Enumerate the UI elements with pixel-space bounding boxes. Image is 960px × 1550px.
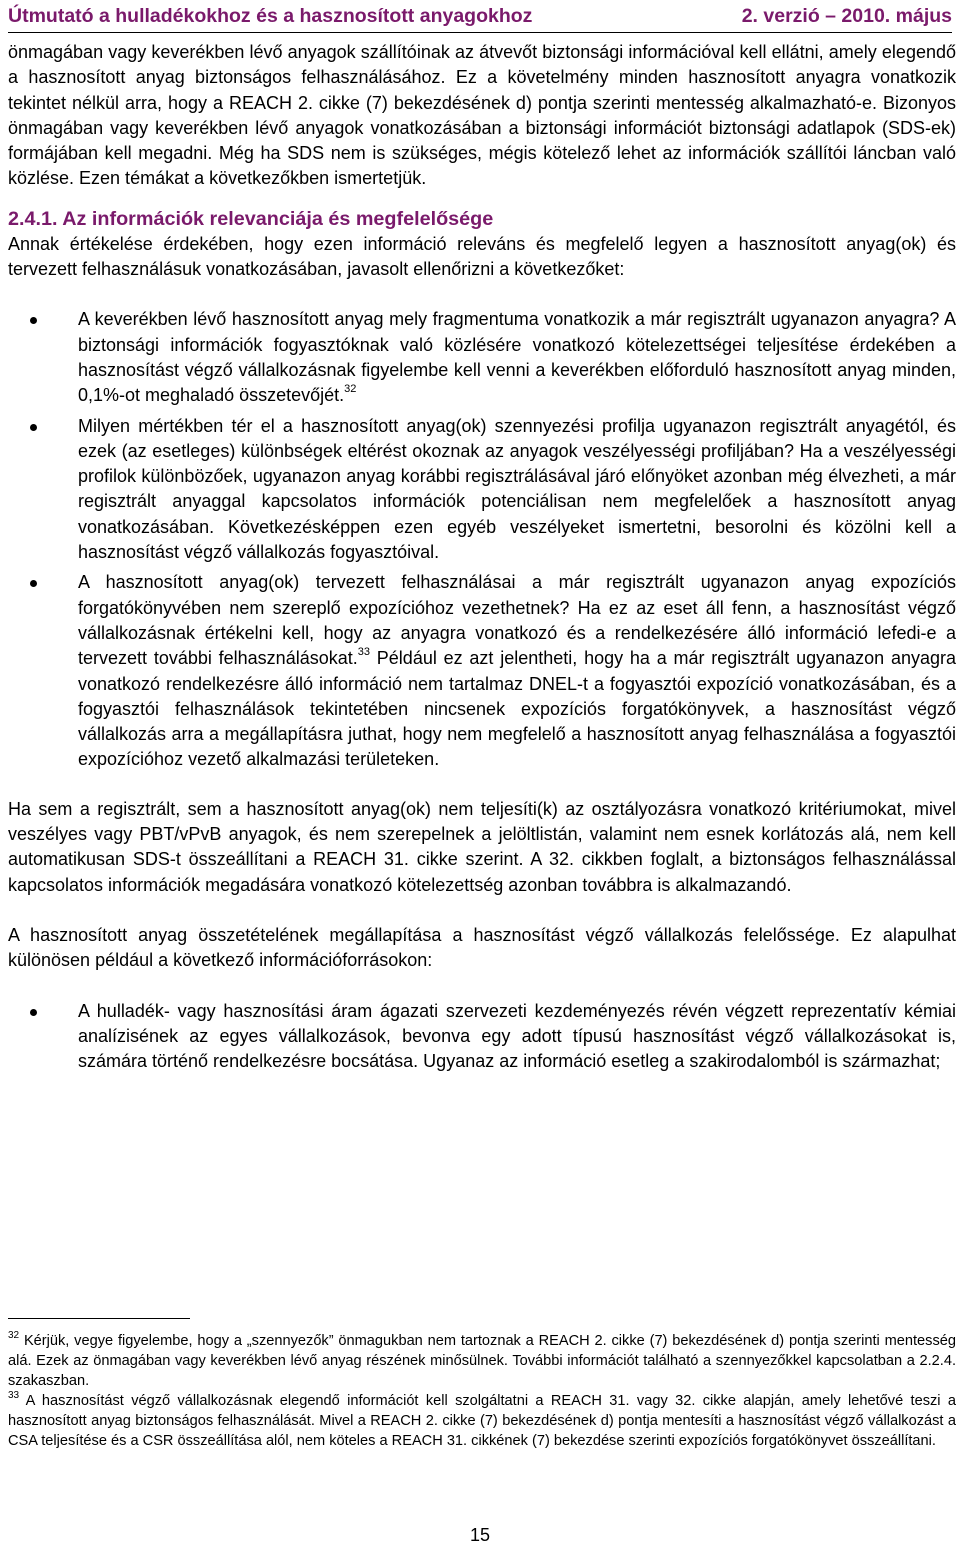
document-version: 2. verzió – 2010. május [741, 4, 952, 27]
footnote-number: 32 [8, 1330, 20, 1341]
list-item-text: A hulladék- vagy hasznosítási áram ágazati szervezeti kezdeményezés révén végzett reprezentatív kémiai analízisének az egyes vállalkozások, bevonva egy adott típusú hasznosítást végző vállalkozásokat is, számára történő rendelkezésre bocsátása. Ugyanaz az információ esetleg a szakirodalomból is származhat; [78, 1000, 956, 1072]
main-content [8, 40, 956, 1098]
bullet-icon [30, 424, 37, 431]
footnote-ref-33[interactable]: 33 [357, 646, 370, 659]
list-item-text: A hasznosított anyag(ok) tervezett felhasználásai a már regisztrált ugyanazon anyag expozíciós forgatókönyvében nem szereplő expozícióhoz vezethetnek? Ha ez az eset áll fenn, a hasznosítást végző vállalkozásnak értékelni kell, hogy az anyagra vonatkozó és a rendelkezésére álló információ lefedi-e a tervezett további felhasználásokat. [78, 572, 956, 669]
footnote-number: 33 [8, 1390, 20, 1401]
list-item-text: A keverékben lévő hasznosított anyag mely fragmentuma vonatkozik a már regisztrált ugyanazon anyagra? A biztonsági információk fogyasztóknak való közlésére vonatkozó kötelezettségei teljesítése érdekében a hasznosítást végző vállalkozásnak figyelembe kell venni a keverékben előforduló hasznosított anyag minden, 0,1%-ot meghaladó összetevőjét. [78, 309, 956, 406]
list-item [8, 999, 956, 1075]
body-paragraph-2: Ha sem a regisztrált, sem a hasznosított anyag(ok) nem teljesíti(k) az osztályozásra vonatkozó kritériumokat, mivel veszélyes vagy PBT/vPvB anyagok, és nem szerepelnek a jelöltlistán, valamint nem esnek korlátozás alá, nem kell automatikusan SDS-t összeállítani a REACH 31. cikke szerint. A 32. cikkben foglalt, a biztonságos felhasználással kapcsolatos információk megadására vonatkozó kötelezettség azonban továbbra is alkalmazandó. [8, 798, 956, 895]
bullet-icon [30, 1009, 37, 1016]
bullet-list-2 [8, 999, 956, 1075]
body-paragraph-3: A hasznosított anyag összetételének megállapítása a hasznosítást végző vállalkozás felelőssége. Ez alapulhat különösen például a következő információforrásokon: [8, 924, 956, 971]
bullet-list-1 [8, 307, 956, 772]
footnote-32 [8, 1331, 956, 1391]
page-number: 15 [469, 1525, 491, 1545]
bullet-icon [30, 317, 37, 324]
list-item [8, 570, 956, 772]
footnote-ref-32[interactable]: 32 [344, 383, 357, 396]
footnote-text: Kérjük, vegye figyelembe, hogy a „szennyezők” önmagukban nem tartoznak a REACH 2. cikke (7) bekezdésének d) pontja szerinti mentesség alá. Ezek az önmagában vagy keverékben lévő anyag részének minősülnek. További információt található a szennyezőkkel kapcsolatban a 2.2.4. szakaszban. [8, 1333, 956, 1389]
page-header [8, 0, 952, 33]
body-paragraph-1: Annak értékelése érdekében, hogy ezen információ releváns és megfelelő legyen a hasznosított anyag(ok) és tervezett felhasználásuk vonatkozásában, javasolt ellenőrizni a következőket: [8, 233, 956, 280]
list-item [8, 307, 956, 408]
list-item-text-continued: Például ez azt jelentheti, hogy ha a már regisztrált ugyanazon anyagra vonatkozó rendelkezésre álló információ nem tartalmaz DNEL-t a fogyasztói expozíció vonatkozásában, és a fogyasztói felhasználások tekintetében nincsenek expozíciós forgatókönyvek, a hasznosítást végző vállalkozás arra a megállapításra juthat, hogy nem megfelelő a hasznosított anyag felhasználása a fogyasztói expozícióhoz vezető alkalmazási területeken. [78, 648, 957, 770]
footnote-text: A hasznosítást végző vállalkozásnak elegendő információt kell szolgáltatni a REACH 31. vagy 32. cikke alapján, amely lehetővé teszi a hasznosított anyag biztonságos felhasználását. Mivel a REACH 2. cikke (7) bekezdésének d) pontja mentesíti a hasznosítást végző vállalkozást a CSA teljesítése és a CSR összeállítása alól, nem köteles a REACH 31. cikkének (7) bekezdése szerinti expozíciós forgatókönyvet összeállítani. [8, 1393, 956, 1449]
document-title: Útmutató a hulladékokhoz és a hasznosított anyagokhoz [8, 4, 533, 27]
footnote-33 [8, 1391, 956, 1451]
intro-paragraph: önmagában vagy keverékben lévő anyagok szállítóinak az átvevőt biztonsági információval kell ellátni, amely elegendő a hasznosított anyag biztonságos felhasználásához. Ez a követelmény minden hasznosított anyagra vonatkozik tekintet nélkül arra, hogy a REACH 2. cikke (7) bekezdésének d) pontja szerinti mentesség alkalmazható-e. Bizonyos önmagában vagy keverékben lévő anyagok vonatkozásában a biztonsági információt biztonsági adatlapok (SDS-ek) formájában kell megadni. Még ha SDS nem is szükséges, mégis kötelező lehet az információk szállítói láncban való közlése. Ezen témákat a következőkben ismertetjük. [8, 42, 956, 189]
bullet-icon [30, 580, 37, 587]
list-item [8, 414, 956, 566]
section-heading: 2.4.1. Az információk relevanciája és megfelelősége [8, 207, 494, 230]
footnote-separator [8, 1318, 190, 1319]
list-item-text: Milyen mértékben tér el a hasznosított anyag(ok) szennyezési profilja ugyanazon regisztrált anyagétól, és ezek (az esetleges) különbségek eltérést okoznak az anyagok veszélyességi profiljában? Ha a veszélyességi profilok különbözőek, ugyanazon anyag korábbi regisztrálásával járó előnyöket azonban még élvezheti, a már regisztrált anyaggal kapcsolatos információk potenciálisan nem megfelelőek a hasznosított anyag vonatkozásában. Következésképpen ezen egyéb veszélyeket ismertetni, besorolni és közölni kell a hasznosítást végző vállalkozás fogyasztóival. [78, 415, 956, 563]
footnotes [8, 1331, 956, 1451]
